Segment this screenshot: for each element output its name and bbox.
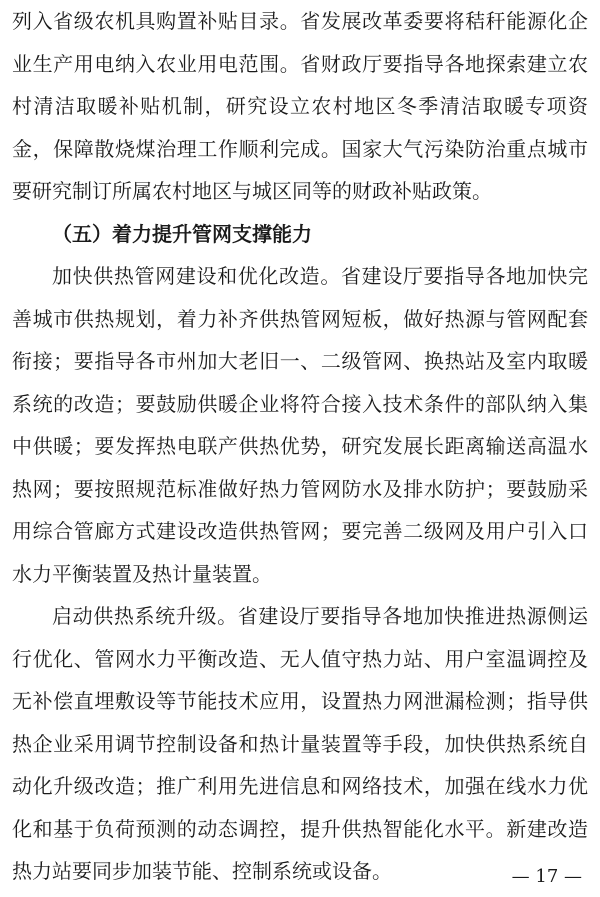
text-line: 热网；要按照规范标准做好热力管网防水及排水防护；要鼓励采 bbox=[12, 476, 588, 501]
text-line: 中供暖；要发挥热电联产供热优势，研究发展长距离输送高温水 bbox=[12, 434, 588, 458]
text-line: 业生产用电纳入农业用电范围。省财政厅要指导各地探索建立农 bbox=[12, 51, 588, 76]
text-line: 热力站要同步加装节能、控制系统或设备。 bbox=[12, 859, 392, 883]
text-line: 水力平衡装置及热计量装置。 bbox=[12, 561, 272, 586]
page-number: — 17 — bbox=[511, 866, 582, 887]
text-line: 金，保障散烧煤治理工作顺利完成。国家大气污染防治重点城市 bbox=[12, 136, 588, 161]
text-line: 无补偿直埋敷设等节能技术应用，设置热力网泄漏检测；指导供 bbox=[12, 689, 588, 713]
body-text bbox=[12, 0, 588, 893]
section-heading: （五）着力提升管网支撑能力 bbox=[52, 221, 312, 246]
text-line: 列入省级农机具购置补贴目录。省发展改革委要将秸秆能源化企 bbox=[12, 9, 588, 33]
text-line: 系统的改造；要鼓励供暖企业将符合接入技术条件的部队纳入集 bbox=[12, 391, 588, 416]
text-line: 行优化、管网水力平衡改造、无人值守热力站、用户室温调控及 bbox=[12, 646, 588, 671]
text-line: 化和基于负荷预测的动态调控，提升供热智能化水平。新建改造 bbox=[12, 816, 588, 841]
text-line: 衔接；要指导各市州加大老旧一、二级管网、换热站及室内取暖 bbox=[12, 349, 588, 373]
text-line: 用综合管廊方式建设改造供热管网；要完善二级网及用户引入口 bbox=[12, 519, 588, 543]
text-line: 要研究制订所属农村地区与城区同等的财政补贴政策。 bbox=[12, 179, 492, 203]
text-line: 加快供热管网建设和优化改造。省建设厅要指导各地加快完 bbox=[52, 264, 588, 288]
text-line: 热企业采用调节控制设备和热计量装置等手段，加快供热系统自 bbox=[12, 731, 588, 756]
text-line: 动化升级改造；推广利用先进信息和网络技术，加强在线水力优 bbox=[12, 774, 588, 798]
text-line: 村清洁取暖补贴机制，研究设立农村地区冬季清洁取暖专项资 bbox=[12, 94, 588, 118]
text-line: 善城市供热规划，着力补齐供热管网短板，做好热源与管网配套 bbox=[12, 306, 588, 331]
text-line: 启动供热系统升级。省建设厅要指导各地加快推进热源侧运 bbox=[52, 604, 588, 628]
